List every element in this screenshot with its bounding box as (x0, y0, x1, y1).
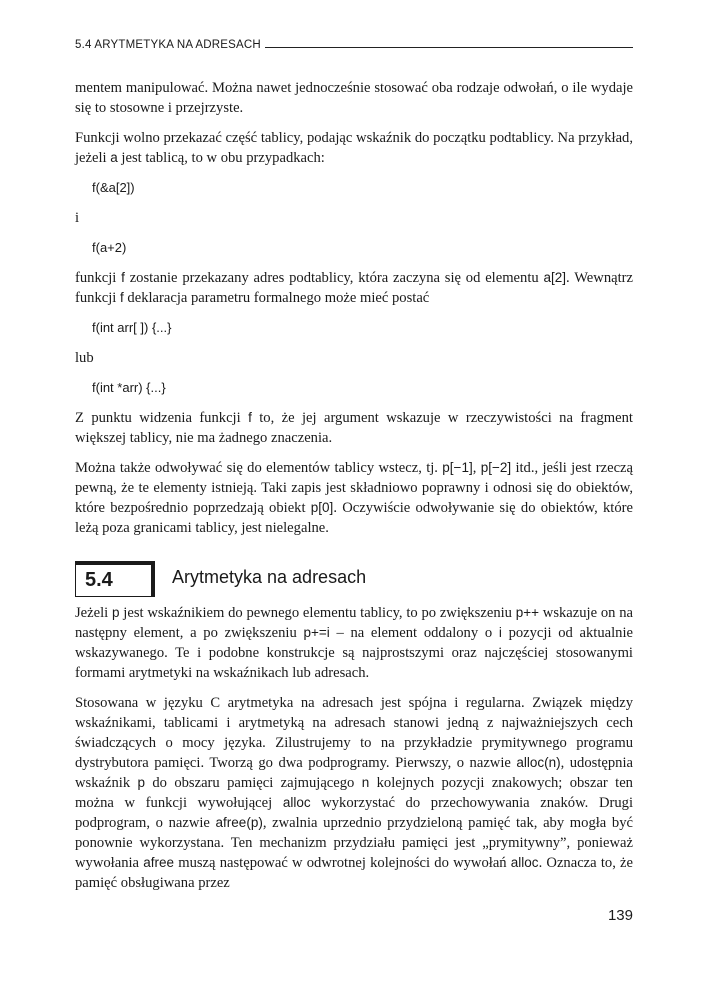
text-run: Jeżeli (75, 605, 112, 621)
code-line-3: f(int arr[ ]) {...} (92, 320, 172, 335)
inline-code: a (110, 150, 118, 165)
paragraph-3 (75, 268, 633, 308)
text-run: , udostępnia wskaźnik (75, 755, 633, 791)
inline-code: f (248, 410, 252, 425)
paragraph-1: mentem manipulować. Można nawet jednocześnie stosować oba rodzaje odwołań, o ile wydaje się to stosowne i przejrzyste. (75, 80, 633, 116)
text-run: do obszaru pamięci zajmującego (145, 775, 362, 791)
text-run: itd., jeśli jest rzeczą pewną, że te elementy istnieją. Taki zapis jest składniowo poprawny i odnosi się do obiektów, które bezpośrednio poprzedzają obiekt (75, 460, 634, 516)
paragraph-5 (75, 458, 633, 538)
text-run: funkcji (75, 270, 122, 286)
code-line-2: f(a+2) (92, 240, 127, 255)
inline-code: afree(p) (215, 815, 263, 830)
inline-code: p++ (515, 605, 540, 620)
text-run: Można także odwoływać się do elementów tablicy wstecz, tj. (75, 460, 443, 476)
text-run: , zwalnia uprzednio przydzieloną pamięć tak, aby mogła być ponownie wykorzystana. Ten mechanizm przydziału pamięci jest „prymitywny”, ponieważ wywołania (75, 815, 633, 871)
section-number-box (75, 561, 155, 597)
text-run: to, że jej argument wskazuje w rzeczywistości na fragment większej tablicy, nie ma żadnego znaczenia. (75, 410, 633, 446)
running-header (75, 39, 633, 51)
paragraph-7 (75, 693, 633, 893)
text-run: . Oznacza to, że pamięć obsługiwana przez (75, 855, 633, 891)
section-number: 5.4 (85, 569, 113, 591)
text-run: – na element oddalony o (329, 625, 499, 641)
inline-code: p (137, 775, 145, 790)
text-run: jest tablicą, to w obu przypadkach: (117, 150, 325, 166)
header-rule (265, 47, 633, 48)
inline-code: a[2] (543, 270, 567, 285)
conjunction-lub: lub (75, 350, 94, 366)
section-title: Arytmetyka na adresach (172, 567, 367, 587)
text-run: kolejnych pozycji znakowych; obszar ten można w funkcji wywołującej (75, 775, 633, 811)
text-run: wykorzystać do przechowywania znaków. Drugi podprogram, o nazwie (75, 795, 633, 831)
inline-code: alloc (282, 795, 311, 810)
inline-code: p+=i (303, 625, 330, 640)
inline-code: n (361, 775, 370, 790)
paragraph-4 (75, 408, 633, 448)
page-number: 139 (607, 907, 633, 924)
inline-code: afree (143, 855, 175, 870)
text-run: zostanie przekazany adres podtablicy, która zaczyna się od elementu (124, 270, 544, 286)
text-run: jest wskaźnikiem do pewnego elementu tablicy, to po zwiększeniu (119, 605, 516, 621)
text-run: pozycji od aktualnie wskazywanego. Te i podobne konstrukcje są najprostszymi oraz najczęściej stosowanymi formami arytmetyki na wskaźnikach lub adresach. (75, 625, 634, 681)
text-run: Z punktu widzenia funkcji (75, 410, 249, 426)
text-run: . Oczywiście odwoływanie się do obiektów, które leżą poza granicami tablicy, jest nielegalne. (75, 500, 633, 536)
inline-code: p (112, 605, 120, 620)
body-text-top (75, 78, 633, 548)
inline-code: p[−2] (480, 460, 512, 475)
paragraph-2 (75, 128, 633, 168)
text-run: muszą następować w odwrotnej kolejności do wywołań (174, 855, 511, 871)
running-header-title: 5.4 ARYTMETYKA NA ADRESACH (75, 39, 261, 51)
code-line-1: f(&a[2]) (92, 180, 135, 195)
text-run: deklaracja parametru formalnego może mieć postać (123, 290, 430, 306)
text-run: Funkcji wolno przekazać część tablicy, podając wskaźnik do początku podtablicy. Na przykład, jeżeli (75, 130, 633, 166)
body-text-bottom (75, 603, 633, 903)
inline-code: i (498, 625, 502, 640)
conjunction-i: i (75, 210, 80, 226)
paragraph-6 (75, 603, 633, 683)
text-run: wskazuje on na następny element, a po zwiększeniu (75, 605, 633, 641)
inline-code: f (120, 290, 124, 305)
text-run: . Wewnątrz funkcji (75, 270, 633, 306)
text-run: Stosowana w języku C arytmetyka na adresach jest spójna i regularna. Związek między wskaźnikami, tablicami i arytmetyką na adresach stanowi jedną z najważniejszych cech świadczących o mocy języka. Zilustrujemy to na przykładzie prymitywnego programu dystrybutora pamięci. Tworzą go dwa podprogramy. Pierwszy, o nazwie (75, 695, 633, 771)
inline-code: f (121, 270, 125, 285)
inline-code: alloc(n) (516, 755, 561, 770)
inline-code: p[−1] (442, 460, 473, 475)
text-run: , (472, 460, 481, 476)
inline-code: alloc (510, 855, 539, 870)
section-heading (75, 551, 366, 597)
code-line-4: f(int *arr) {...} (92, 380, 166, 395)
inline-code: p[0] (310, 500, 334, 515)
